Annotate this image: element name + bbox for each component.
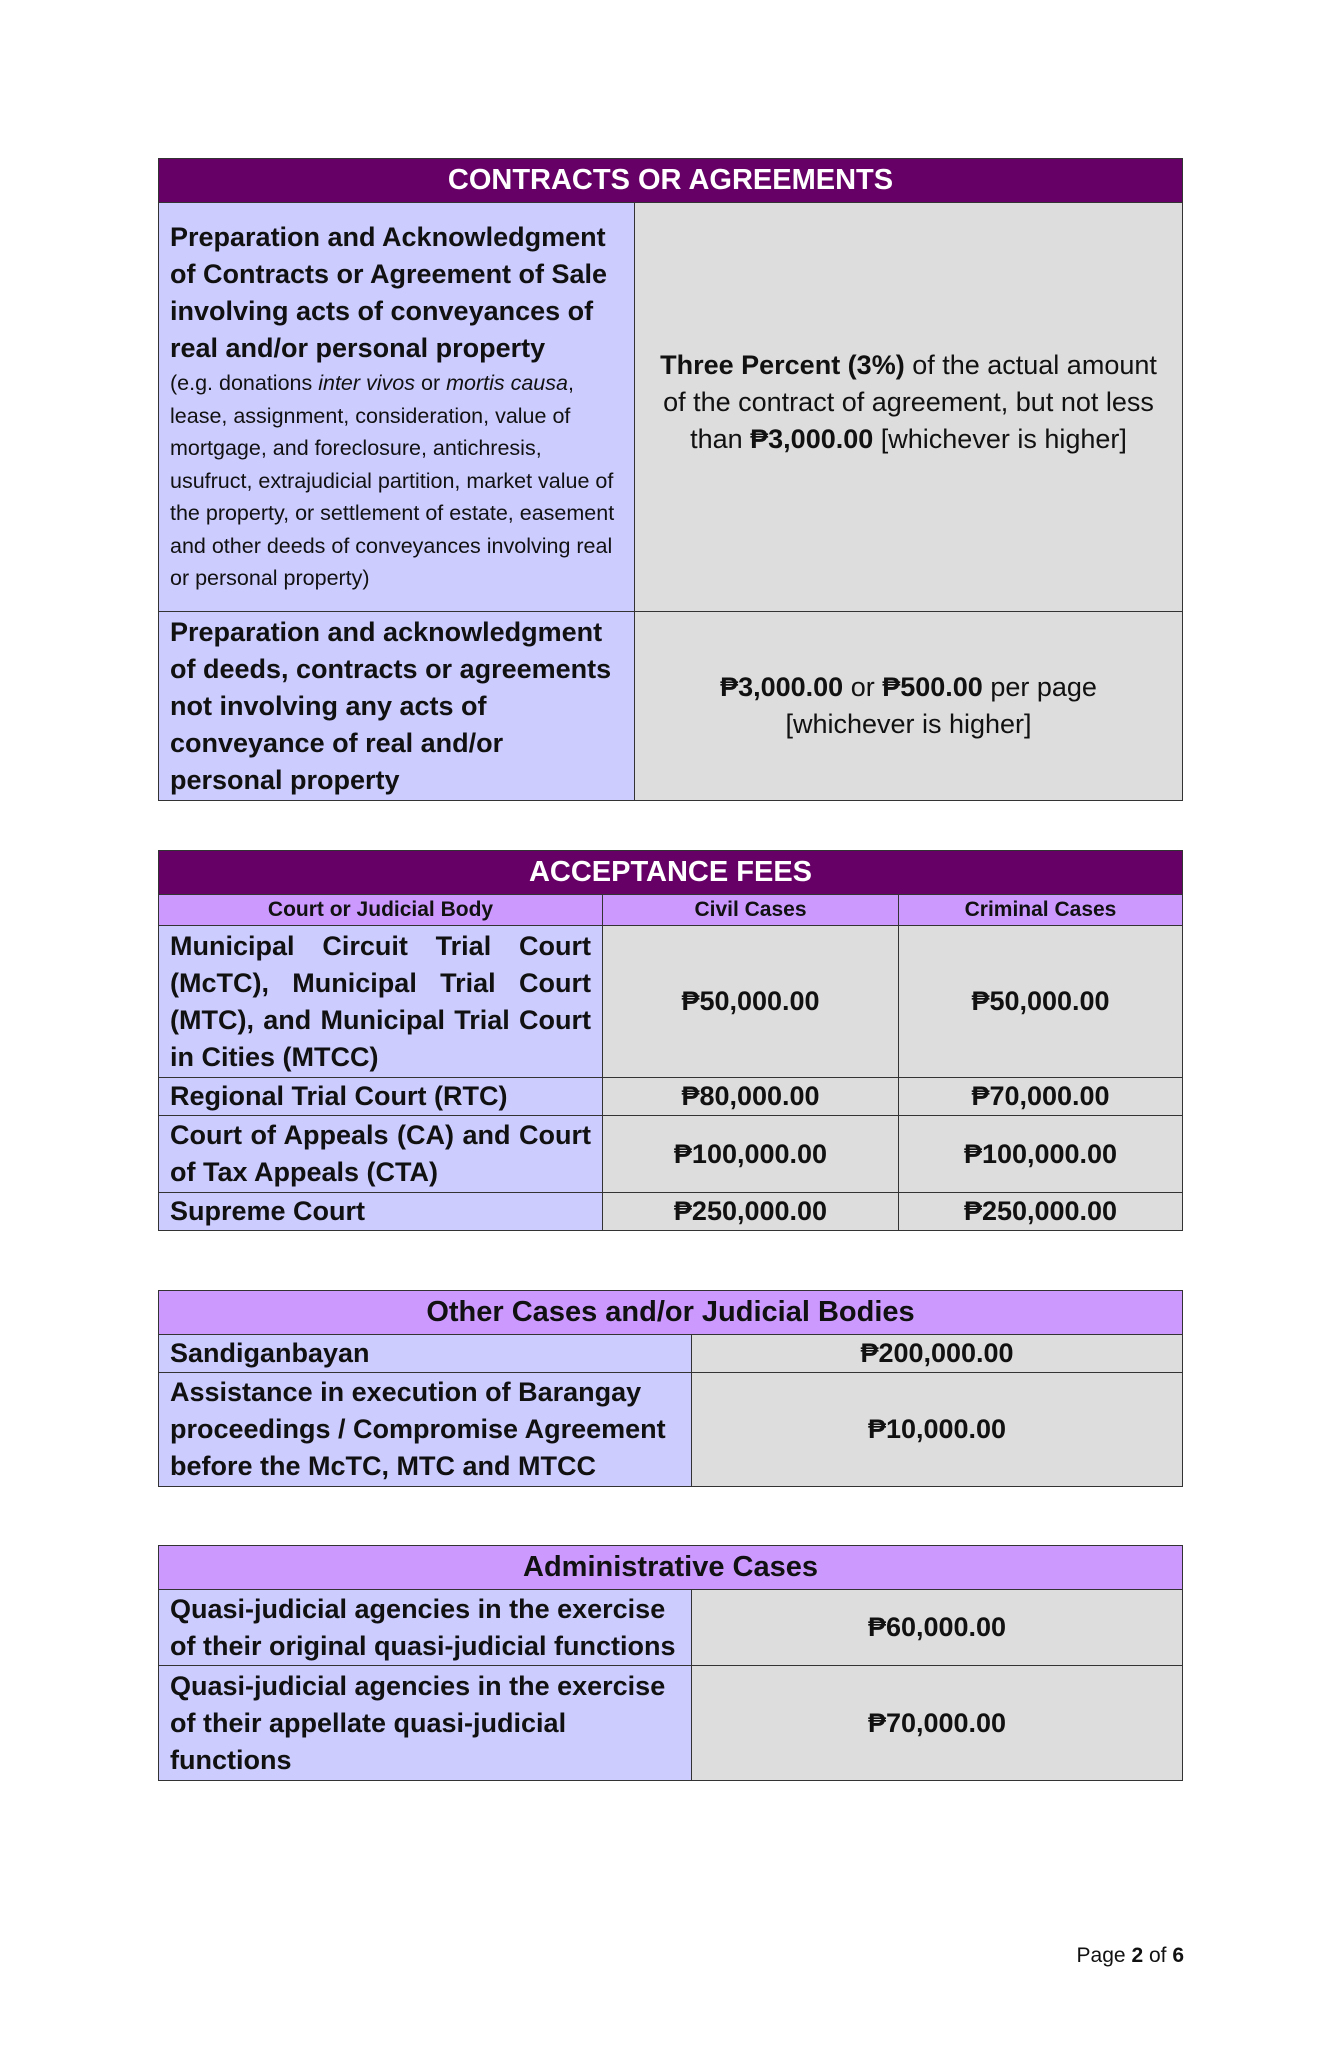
fee-amount: ₱10,000.00	[692, 1373, 1183, 1487]
contracts-row-fee: ₱3,000.00 or ₱500.00 per page [whichever is higher]	[635, 612, 1183, 801]
contracts-table	[158, 158, 1183, 801]
table-row	[159, 1078, 1183, 1116]
body-name: Sandiganbayan	[159, 1335, 692, 1373]
administrative-cases-title: Administrative Cases	[159, 1546, 1183, 1590]
column-header: Criminal Cases	[899, 895, 1183, 926]
contracts-row-label	[159, 203, 635, 612]
civil-fee: ₱80,000.00	[603, 1078, 899, 1116]
contracts-title: CONTRACTS OR AGREEMENTS	[159, 159, 1183, 203]
court-name: Municipal Circuit Trial Court (McTC), Municipal Trial Court (MTC), and Municipal Trial Court in Cities (MTCC)	[159, 926, 603, 1078]
acceptance-title: ACCEPTANCE FEES	[159, 851, 1183, 895]
court-name: Supreme Court	[159, 1193, 603, 1231]
administrative-cases-table	[158, 1545, 1183, 1781]
other-cases-table	[158, 1290, 1183, 1487]
contracts-row-note: (e.g. donations inter vivos or mortis causa, lease, assignment, consideration, value of mortgage, and foreclosure, antichresis, usufruct, extrajudicial partition, market value of the property, or settlement of estate, easement and other deeds of conveyances involving real or personal property)	[170, 371, 615, 591]
criminal-fee: ₱50,000.00	[899, 926, 1183, 1078]
court-name: Court of Appeals (CA) and Court of Tax Appeals (CTA)	[159, 1116, 603, 1193]
civil-fee: ₱50,000.00	[603, 926, 899, 1078]
acceptance-fees-table	[158, 850, 1183, 1231]
contracts-row-fee: Three Percent (3%) of the actual amount of the contract of agreement, but not less than ₱3,000.00 [whichever is higher]	[635, 203, 1183, 612]
table-row	[159, 1666, 1183, 1781]
table-row	[159, 1373, 1183, 1487]
table-row	[159, 1335, 1183, 1373]
civil-fee: ₱100,000.00	[603, 1116, 899, 1193]
court-name: Regional Trial Court (RTC)	[159, 1078, 603, 1116]
table-row	[159, 926, 1183, 1078]
page-number: Page 2 of 6	[1076, 1944, 1184, 1967]
agency-function: Quasi-judicial agencies in the exercise of their original quasi-judicial functions	[159, 1590, 692, 1666]
criminal-fee: ₱70,000.00	[899, 1078, 1183, 1116]
criminal-fee: ₱100,000.00	[899, 1116, 1183, 1193]
column-header: Civil Cases	[603, 895, 899, 926]
contracts-row-title: Preparation and Acknowledgment of Contracts or Agreement of Sale involving acts of conveyances of real and/or personal property	[170, 222, 608, 364]
criminal-fee: ₱250,000.00	[899, 1193, 1183, 1231]
civil-fee: ₱250,000.00	[603, 1193, 899, 1231]
fee-amount: ₱70,000.00	[692, 1666, 1183, 1781]
table-row	[159, 1116, 1183, 1193]
body-name: Assistance in execution of Barangay proceedings / Compromise Agreement before the McTC, MTC and MTCC	[159, 1373, 692, 1487]
fee-amount: ₱200,000.00	[692, 1335, 1183, 1373]
fee-amount: ₱60,000.00	[692, 1590, 1183, 1666]
table-row	[159, 1193, 1183, 1231]
table-row	[159, 1590, 1183, 1666]
column-header: Court or Judicial Body	[159, 895, 603, 926]
contracts-row-label: Preparation and acknowledgment of deeds, contracts or agreements not involving any acts of conveyance of real and/or personal property	[159, 612, 635, 801]
agency-function: Quasi-judicial agencies in the exercise of their appellate quasi-judicial functions	[159, 1666, 692, 1781]
other-cases-title: Other Cases and/or Judicial Bodies	[159, 1291, 1183, 1335]
